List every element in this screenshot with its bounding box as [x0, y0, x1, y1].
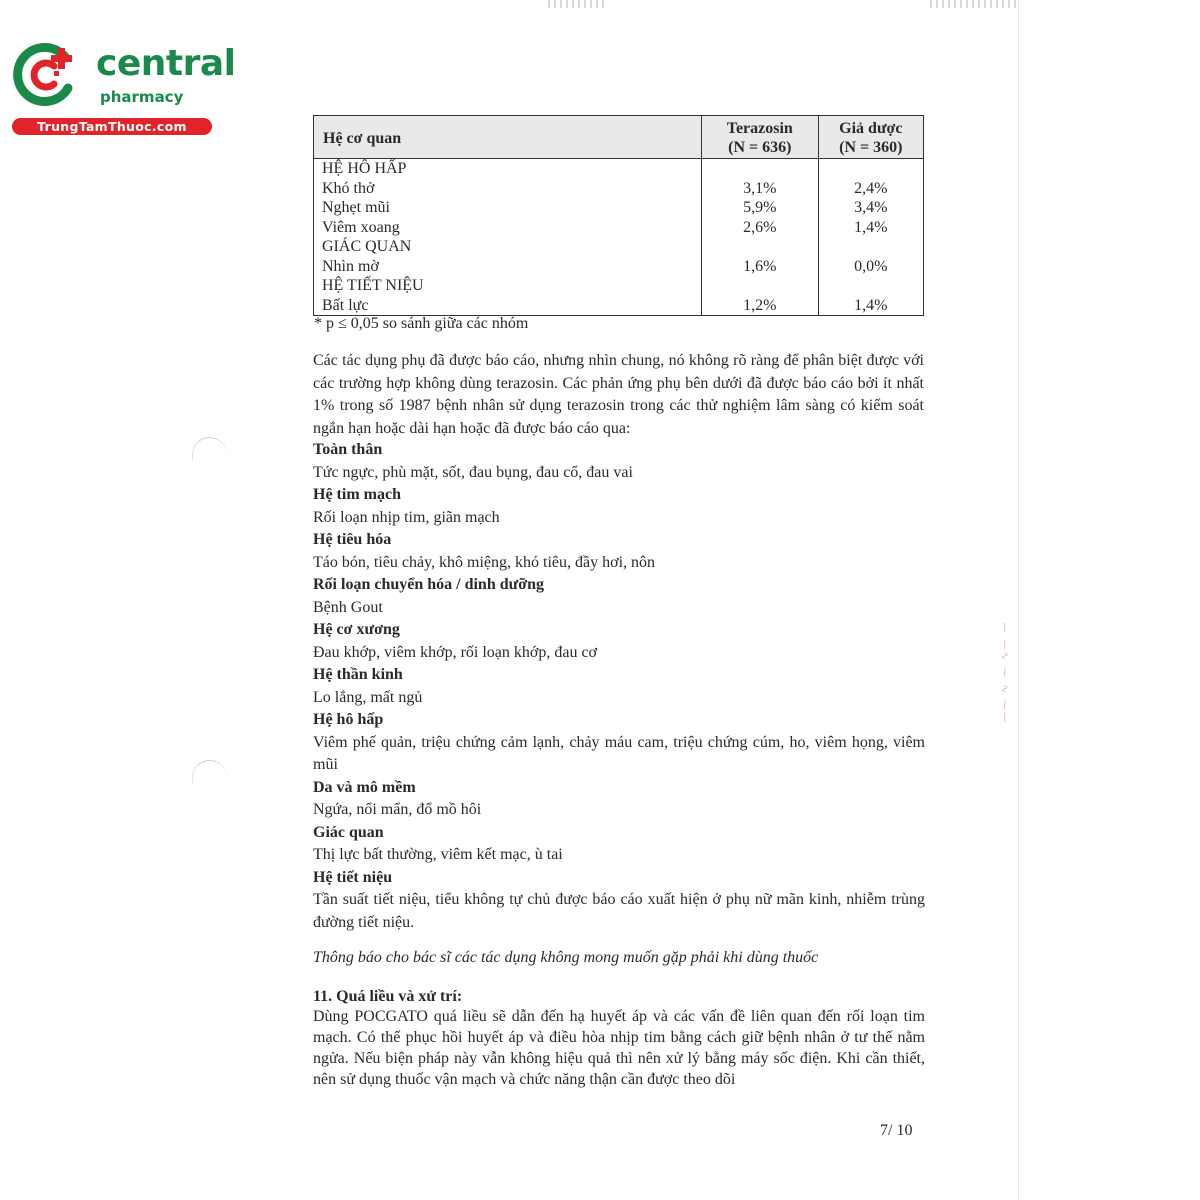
- section-heading: Hệ tiết niệu: [313, 868, 393, 886]
- row-terazosin-value: [701, 276, 818, 296]
- pharmacy-cross-logo-icon: [10, 38, 82, 110]
- row-placebo-value: 0,0%: [854, 257, 888, 275]
- section-heading: Da và mô mềm: [313, 778, 416, 796]
- row-placebo-value: 2,4%: [854, 179, 888, 197]
- scan-mark: [548, 0, 608, 8]
- row-label: Khó thở: [322, 179, 375, 197]
- section-text: Tức ngực, phù mặt, sốt, đau bụng, đau cổ, đau vai: [313, 463, 633, 481]
- table-row: [314, 296, 924, 316]
- table-footnote: * p ≤ 0,05 so sánh giữa các nhóm: [314, 315, 529, 332]
- section-text: Thị lực bất thường, viêm kết mạc, ù tai: [313, 846, 563, 863]
- intro-paragraph: Các tác dụng phụ đã được báo cáo, nhưng nhìn chung, nó không rõ ràng để phân biệt được với các trường hợp không dùng terazosin. Các phản ứng phụ bên dưới đã được báo cáo bởi ít nhất 1% trong số 1987 bệnh nhân sử dụng terazosin trong các thử nghiệm lâm sàng có kiểm soát ngắn hạn hoặc dài hạn hoặc đã được báo cáo qua:: [313, 352, 924, 437]
- logo-website: TrungTamThuoc.com: [12, 118, 212, 135]
- row-terazosin-value: 1,6%: [701, 257, 818, 277]
- section-heading: Giác quan: [313, 823, 384, 841]
- row-placebo-value: [818, 237, 923, 257]
- punch-hole-mark: [192, 437, 227, 460]
- scan-mark: [930, 0, 1020, 8]
- table-row: [314, 237, 924, 257]
- row-terazosin-value: 5,9%: [701, 198, 818, 218]
- section-text: Bệnh Gout: [313, 598, 383, 616]
- row-label: HỆ TIẾT NIỆU: [322, 277, 424, 294]
- section-text: Ngứa, nổi mẩn, đổ mồ hôi: [313, 801, 482, 818]
- header-placebo-name: Giả dược: [839, 120, 903, 137]
- section-text: Tần suất tiết niệu, tiểu không tự chủ được báo cáo xuất hiện ở phụ nữ mãn kinh, nhiễm trùng đường tiết niệu.: [313, 891, 925, 931]
- section-text: Rối loạn nhịp tim, giãn mạch: [313, 508, 500, 526]
- section-text: Táo bón, tiêu chảy, khô miệng, khó tiêu, đầy hơi, nôn: [313, 553, 656, 571]
- row-placebo-value: 1,4%: [854, 218, 888, 236]
- row-placebo-value: 3,4%: [854, 199, 888, 216]
- section-heading: Rối loạn chuyển hóa / dinh dưỡng: [313, 576, 544, 593]
- header-terazosin: [701, 116, 818, 159]
- row-placebo-value: [818, 159, 923, 179]
- row-placebo-value: 1,4%: [854, 296, 888, 314]
- section-text: Viêm phế quản, triệu chứng cảm lạnh, chảy máu cam, triệu chứng cúm, ho, viêm họng, viêm mũi: [313, 733, 925, 773]
- table-row: [314, 179, 924, 199]
- table-header-row: [314, 116, 924, 159]
- header-terazosin-name: Terazosin: [726, 120, 793, 137]
- side-stamp-mark: ⁓⁓ ∿ ⁓ ∿⁓ ⁓: [1000, 620, 1011, 722]
- row-label: Nghẹt mũi: [322, 199, 390, 216]
- logo-name: central: [96, 43, 236, 84]
- section-text: Đau khớp, viêm khớp, rối loạn khớp, đau cơ: [313, 643, 598, 661]
- table-row: [314, 159, 924, 179]
- table-row: [314, 218, 924, 238]
- section-heading: Hệ hô hấp: [313, 711, 384, 728]
- row-terazosin-value: 2,6%: [701, 218, 818, 238]
- logo-subtitle: pharmacy: [100, 88, 184, 106]
- section-heading: Toàn thân: [313, 441, 383, 458]
- table-row: [314, 257, 924, 277]
- row-label: Viêm xoang: [322, 218, 400, 236]
- row-terazosin-value: 1,2%: [701, 296, 818, 316]
- table-row: [314, 276, 924, 296]
- adverse-effects-table: [313, 115, 924, 316]
- section-heading: Hệ thần kinh: [313, 666, 403, 683]
- row-label: Nhìn mờ: [322, 257, 379, 275]
- header-terazosin-n: (N = 636): [728, 139, 792, 156]
- central-pharmacy-logo[interactable]: [10, 38, 236, 138]
- adverse-effects-list: [313, 439, 925, 934]
- punch-hole-mark: [192, 760, 227, 783]
- section-heading: Hệ tiêu hóa: [313, 531, 392, 548]
- row-terazosin-value: 3,1%: [701, 179, 818, 199]
- page-number: 7/ 10: [880, 1122, 913, 1139]
- table-row: [314, 198, 924, 218]
- header-placebo-n: (N = 360): [839, 139, 903, 156]
- header-organ-system: Hệ cơ quan: [314, 116, 702, 159]
- row-label: HỆ HÔ HẤP: [322, 160, 407, 177]
- row-label: GIÁC QUAN: [322, 238, 412, 255]
- section-heading: Hệ tim mạch: [313, 486, 401, 503]
- row-terazosin-value: [701, 159, 818, 179]
- row-terazosin-value: [701, 237, 818, 257]
- overdose-heading: 11. Quá liều và xử trí:: [313, 988, 463, 1005]
- header-placebo: [818, 116, 923, 159]
- section-heading: Hệ cơ xương: [313, 621, 400, 638]
- report-notice: Thông báo cho bác sĩ các tác dụng không mong muốn gặp phải khi dùng thuốc: [313, 949, 819, 966]
- section-text: Lo lắng, mất ngủ: [313, 688, 423, 706]
- row-label: Bất lực: [322, 296, 369, 314]
- overdose-text: Dùng POCGATO quá liều sẽ dẫn đến hạ huyết áp và các vấn đề liên quan đến rối loạn tim mạch. Có thể phục hồi huyết áp và điều hòa nhịp tim bằng cách giữ bệnh nhân ở tư thế nằm ngửa. Nếu biện pháp này vẫn không hiệu quả thì nên xử lý bằng máy sốc điện. Khi cần thiết, nên sử dụng thuốc vận mạch và chức năng thận cần được theo dõi: [313, 1008, 925, 1088]
- row-placebo-value: [818, 276, 923, 296]
